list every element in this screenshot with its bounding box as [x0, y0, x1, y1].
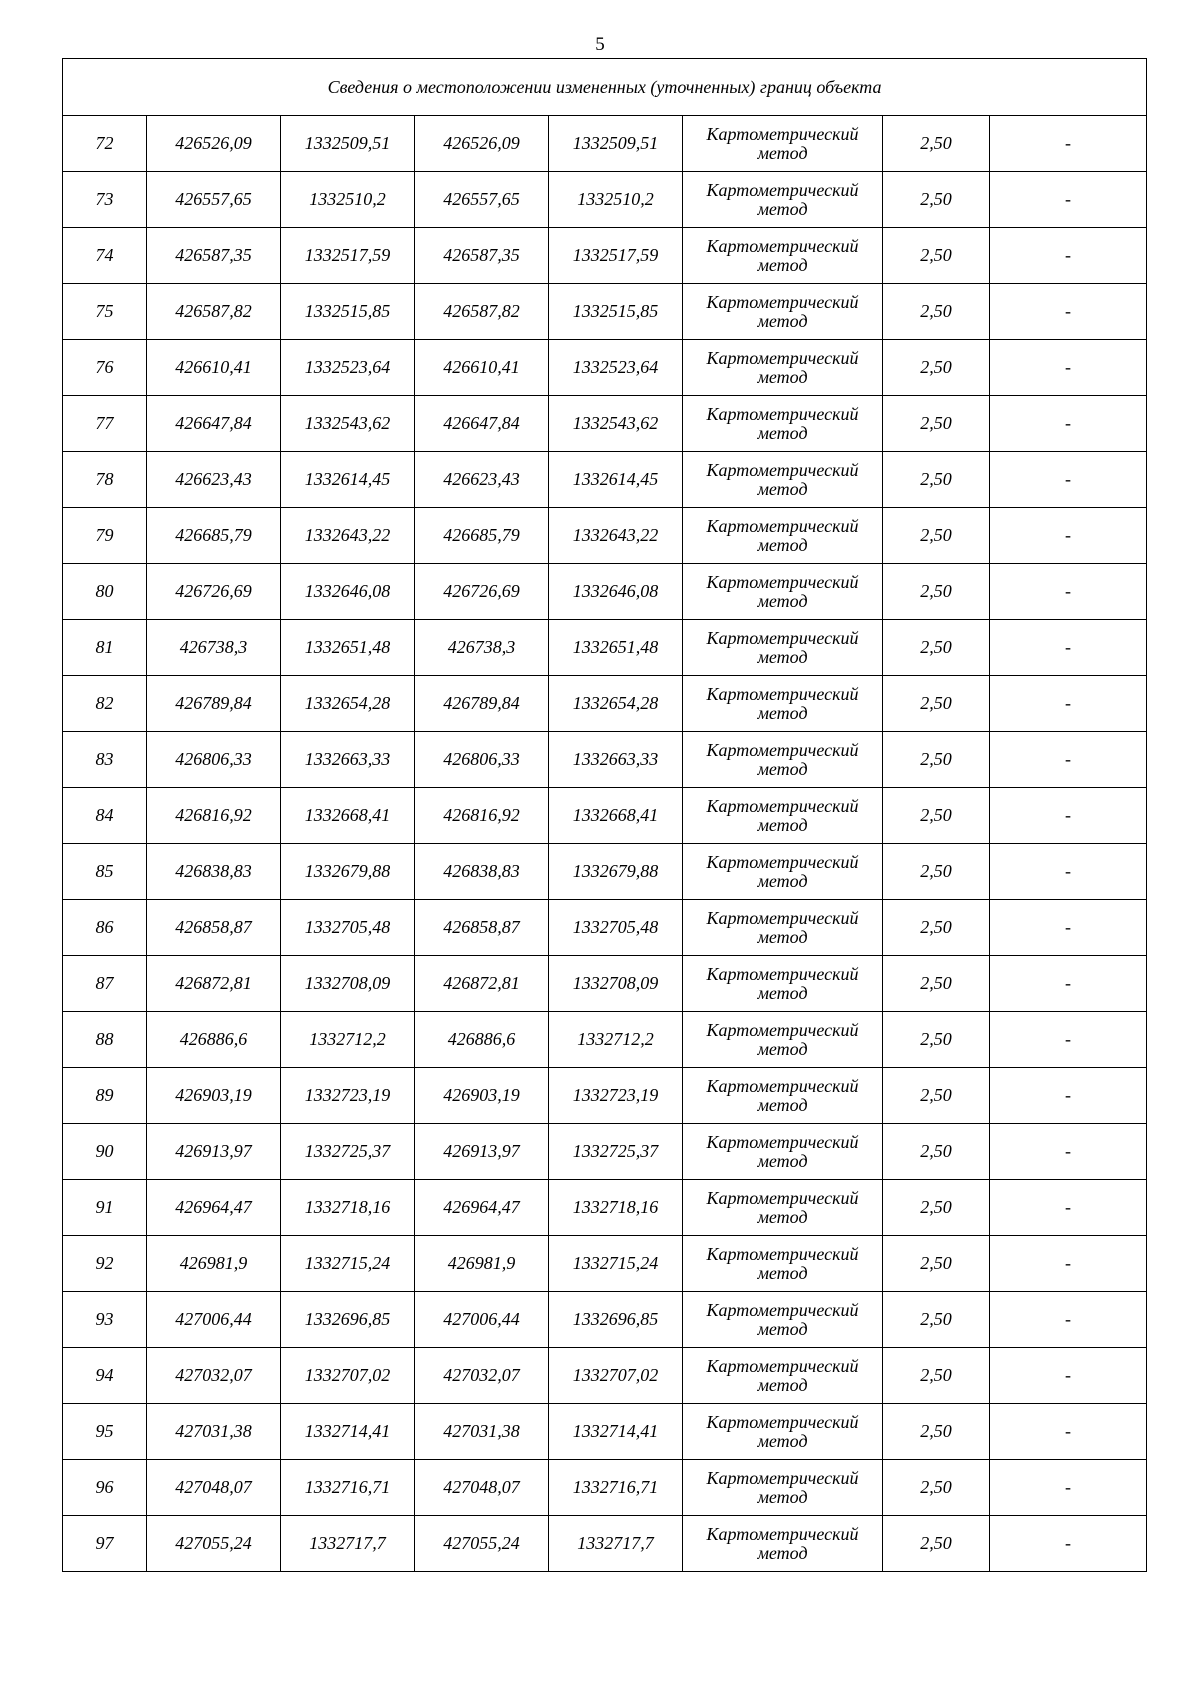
method-cell: [683, 284, 883, 340]
method-line-2: метод: [757, 310, 808, 331]
x-new-cell: 426587,82: [415, 284, 549, 340]
y-new-cell: 1332717,7: [549, 1516, 683, 1572]
point-number-cell: 93: [63, 1292, 147, 1348]
note-cell: -: [990, 340, 1147, 396]
method-line-2: метод: [757, 982, 808, 1003]
x-existing-cell: 426913,97: [147, 1124, 281, 1180]
y-new-cell: 1332523,64: [549, 340, 683, 396]
note-cell: -: [990, 844, 1147, 900]
accuracy-cell: 2,50: [883, 1516, 990, 1572]
table-row: [63, 676, 1147, 732]
x-existing-cell: 427006,44: [147, 1292, 281, 1348]
accuracy-cell: 2,50: [883, 1404, 990, 1460]
x-existing-cell: 426623,43: [147, 452, 281, 508]
point-number-cell: 84: [63, 788, 147, 844]
accuracy-cell: 2,50: [883, 1068, 990, 1124]
y-new-cell: 1332646,08: [549, 564, 683, 620]
x-new-cell: 426685,79: [415, 508, 549, 564]
x-existing-cell: 426838,83: [147, 844, 281, 900]
x-existing-cell: 426886,6: [147, 1012, 281, 1068]
method-cell: [683, 340, 883, 396]
x-new-cell: 427031,38: [415, 1404, 549, 1460]
accuracy-cell: 2,50: [883, 172, 990, 228]
table-row: [63, 508, 1147, 564]
point-number-cell: 78: [63, 452, 147, 508]
method-cell: [683, 676, 883, 732]
method-line-2: метод: [757, 1094, 808, 1115]
y-existing-cell: 1332509,51: [281, 116, 415, 172]
x-new-cell: 426816,92: [415, 788, 549, 844]
point-number-cell: 82: [63, 676, 147, 732]
x-new-cell: 426610,41: [415, 340, 549, 396]
y-existing-cell: 1332679,88: [281, 844, 415, 900]
table-row: [63, 1068, 1147, 1124]
x-new-cell: 426872,81: [415, 956, 549, 1012]
method-cell: [683, 1236, 883, 1292]
x-existing-cell: 426816,92: [147, 788, 281, 844]
method-line-1: Картометрический: [706, 1467, 859, 1488]
y-existing-cell: 1332712,2: [281, 1012, 415, 1068]
method-cell: [683, 844, 883, 900]
x-existing-cell: 426587,35: [147, 228, 281, 284]
y-new-cell: 1332707,02: [549, 1348, 683, 1404]
y-existing-cell: 1332723,19: [281, 1068, 415, 1124]
note-cell: -: [990, 172, 1147, 228]
x-new-cell: 426557,65: [415, 172, 549, 228]
table-row: [63, 620, 1147, 676]
table-title-row: [63, 59, 1147, 116]
y-existing-cell: 1332668,41: [281, 788, 415, 844]
method-line-1: Картометрический: [706, 739, 859, 760]
method-line-2: метод: [757, 758, 808, 779]
x-new-cell: 426838,83: [415, 844, 549, 900]
x-existing-cell: 426587,82: [147, 284, 281, 340]
method-line-2: метод: [757, 814, 808, 835]
accuracy-cell: 2,50: [883, 508, 990, 564]
x-new-cell: 426623,43: [415, 452, 549, 508]
accuracy-cell: 2,50: [883, 1460, 990, 1516]
x-existing-cell: 426872,81: [147, 956, 281, 1012]
method-line-1: Картометрический: [706, 1523, 859, 1544]
y-new-cell: 1332509,51: [549, 116, 683, 172]
method-line-2: метод: [757, 366, 808, 387]
x-existing-cell: 426903,19: [147, 1068, 281, 1124]
method-cell: [683, 1404, 883, 1460]
accuracy-cell: 2,50: [883, 452, 990, 508]
method-line-2: метод: [757, 590, 808, 611]
x-existing-cell: 426806,33: [147, 732, 281, 788]
table-row: [63, 1012, 1147, 1068]
y-new-cell: 1332696,85: [549, 1292, 683, 1348]
point-number-cell: 86: [63, 900, 147, 956]
point-number-cell: 74: [63, 228, 147, 284]
x-existing-cell: 426981,9: [147, 1236, 281, 1292]
table-row: [63, 1516, 1147, 1572]
note-cell: -: [990, 1404, 1147, 1460]
method-line-1: Картометрический: [706, 179, 859, 200]
point-number-cell: 92: [63, 1236, 147, 1292]
point-number-cell: 94: [63, 1348, 147, 1404]
accuracy-cell: 2,50: [883, 564, 990, 620]
method-cell: [683, 1460, 883, 1516]
y-existing-cell: 1332715,24: [281, 1236, 415, 1292]
table-row: [63, 396, 1147, 452]
accuracy-cell: 2,50: [883, 396, 990, 452]
method-line-2: метод: [757, 422, 808, 443]
method-cell: [683, 116, 883, 172]
y-existing-cell: 1332714,41: [281, 1404, 415, 1460]
note-cell: -: [990, 676, 1147, 732]
note-cell: -: [990, 900, 1147, 956]
y-existing-cell: 1332523,64: [281, 340, 415, 396]
method-cell: [683, 172, 883, 228]
method-line-1: Картометрический: [706, 347, 859, 368]
note-cell: -: [990, 620, 1147, 676]
x-new-cell: 426738,3: [415, 620, 549, 676]
table-row: [63, 1292, 1147, 1348]
x-new-cell: 426526,09: [415, 116, 549, 172]
point-number-cell: 79: [63, 508, 147, 564]
method-cell: [683, 396, 883, 452]
method-line-2: метод: [757, 478, 808, 499]
method-line-1: Картометрический: [706, 851, 859, 872]
note-cell: -: [990, 1516, 1147, 1572]
point-number-cell: 73: [63, 172, 147, 228]
point-number-cell: 76: [63, 340, 147, 396]
x-new-cell: 426903,19: [415, 1068, 549, 1124]
point-number-cell: 80: [63, 564, 147, 620]
note-cell: -: [990, 1292, 1147, 1348]
method-line-1: Картометрический: [706, 403, 859, 424]
y-new-cell: 1332714,41: [549, 1404, 683, 1460]
method-line-2: метод: [757, 254, 808, 275]
y-existing-cell: 1332614,45: [281, 452, 415, 508]
method-line-2: метод: [757, 142, 808, 163]
method-line-2: метод: [757, 1150, 808, 1171]
method-cell: [683, 228, 883, 284]
y-existing-cell: 1332517,59: [281, 228, 415, 284]
x-existing-cell: 426726,69: [147, 564, 281, 620]
y-new-cell: 1332715,24: [549, 1236, 683, 1292]
method-cell: [683, 1292, 883, 1348]
accuracy-cell: 2,50: [883, 1292, 990, 1348]
y-new-cell: 1332517,59: [549, 228, 683, 284]
note-cell: -: [990, 1236, 1147, 1292]
method-line-1: Картометрический: [706, 1131, 859, 1152]
point-number-cell: 77: [63, 396, 147, 452]
method-line-2: метод: [757, 1486, 808, 1507]
method-line-2: метод: [757, 1542, 808, 1563]
point-number-cell: 72: [63, 116, 147, 172]
accuracy-cell: 2,50: [883, 900, 990, 956]
y-existing-cell: 1332654,28: [281, 676, 415, 732]
method-line-2: метод: [757, 198, 808, 219]
y-new-cell: 1332614,45: [549, 452, 683, 508]
x-new-cell: 426726,69: [415, 564, 549, 620]
x-existing-cell: 427031,38: [147, 1404, 281, 1460]
x-existing-cell: 426685,79: [147, 508, 281, 564]
accuracy-cell: 2,50: [883, 228, 990, 284]
y-new-cell: 1332718,16: [549, 1180, 683, 1236]
y-existing-cell: 1332707,02: [281, 1348, 415, 1404]
point-number-cell: 88: [63, 1012, 147, 1068]
method-line-2: метод: [757, 646, 808, 667]
method-cell: [683, 452, 883, 508]
method-cell: [683, 1180, 883, 1236]
method-line-1: Картометрический: [706, 515, 859, 536]
method-line-1: Картометрический: [706, 963, 859, 984]
y-new-cell: 1332723,19: [549, 1068, 683, 1124]
note-cell: -: [990, 1124, 1147, 1180]
x-new-cell: 426858,87: [415, 900, 549, 956]
method-line-1: Картометрический: [706, 1355, 859, 1376]
y-new-cell: 1332708,09: [549, 956, 683, 1012]
x-new-cell: 427032,07: [415, 1348, 549, 1404]
method-line-1: Картометрический: [706, 1075, 859, 1096]
y-new-cell: 1332668,41: [549, 788, 683, 844]
y-existing-cell: 1332543,62: [281, 396, 415, 452]
point-number-cell: 83: [63, 732, 147, 788]
point-number-cell: 85: [63, 844, 147, 900]
note-cell: -: [990, 1068, 1147, 1124]
note-cell: -: [990, 228, 1147, 284]
point-number-cell: 95: [63, 1404, 147, 1460]
x-new-cell: 427048,07: [415, 1460, 549, 1516]
table-row: [63, 284, 1147, 340]
y-existing-cell: 1332716,71: [281, 1460, 415, 1516]
accuracy-cell: 2,50: [883, 340, 990, 396]
x-new-cell: 426981,9: [415, 1236, 549, 1292]
y-new-cell: 1332725,37: [549, 1124, 683, 1180]
x-existing-cell: 426964,47: [147, 1180, 281, 1236]
y-new-cell: 1332716,71: [549, 1460, 683, 1516]
note-cell: -: [990, 396, 1147, 452]
table-row: [63, 116, 1147, 172]
accuracy-cell: 2,50: [883, 844, 990, 900]
y-new-cell: 1332679,88: [549, 844, 683, 900]
table-row: [63, 452, 1147, 508]
x-existing-cell: 427055,24: [147, 1516, 281, 1572]
method-line-1: Картометрический: [706, 459, 859, 480]
y-existing-cell: 1332696,85: [281, 1292, 415, 1348]
accuracy-cell: 2,50: [883, 1236, 990, 1292]
x-new-cell: 426789,84: [415, 676, 549, 732]
x-existing-cell: 426738,3: [147, 620, 281, 676]
boundary-coordinates-table: [62, 58, 1147, 1572]
note-cell: -: [990, 564, 1147, 620]
x-new-cell: 426587,35: [415, 228, 549, 284]
method-cell: [683, 956, 883, 1012]
note-cell: -: [990, 788, 1147, 844]
table-row: [63, 1236, 1147, 1292]
method-line-1: Картометрический: [706, 291, 859, 312]
method-line-1: Картометрический: [706, 571, 859, 592]
y-new-cell: 1332651,48: [549, 620, 683, 676]
y-new-cell: 1332705,48: [549, 900, 683, 956]
point-number-cell: 87: [63, 956, 147, 1012]
method-cell: [683, 564, 883, 620]
y-new-cell: 1332643,22: [549, 508, 683, 564]
accuracy-cell: 2,50: [883, 620, 990, 676]
note-cell: -: [990, 1180, 1147, 1236]
point-number-cell: 97: [63, 1516, 147, 1572]
x-existing-cell: 427032,07: [147, 1348, 281, 1404]
method-cell: [683, 1068, 883, 1124]
method-cell: [683, 1348, 883, 1404]
note-cell: -: [990, 452, 1147, 508]
y-existing-cell: 1332705,48: [281, 900, 415, 956]
accuracy-cell: 2,50: [883, 1012, 990, 1068]
accuracy-cell: 2,50: [883, 1180, 990, 1236]
point-number-cell: 91: [63, 1180, 147, 1236]
method-line-1: Картометрический: [706, 683, 859, 704]
x-new-cell: 426913,97: [415, 1124, 549, 1180]
y-existing-cell: 1332515,85: [281, 284, 415, 340]
x-new-cell: 426964,47: [415, 1180, 549, 1236]
method-line-1: Картометрический: [706, 627, 859, 648]
x-existing-cell: 426610,41: [147, 340, 281, 396]
accuracy-cell: 2,50: [883, 788, 990, 844]
table-row: [63, 1404, 1147, 1460]
method-line-2: метод: [757, 1430, 808, 1451]
table-row: [63, 1180, 1147, 1236]
y-existing-cell: 1332708,09: [281, 956, 415, 1012]
page-number: 5: [595, 34, 605, 55]
method-line-1: Картометрический: [706, 1243, 859, 1264]
method-cell: [683, 508, 883, 564]
point-number-cell: 96: [63, 1460, 147, 1516]
y-new-cell: 1332663,33: [549, 732, 683, 788]
method-line-2: метод: [757, 1038, 808, 1059]
method-line-2: метод: [757, 534, 808, 555]
note-cell: -: [990, 116, 1147, 172]
method-line-2: метод: [757, 1374, 808, 1395]
method-cell: [683, 788, 883, 844]
y-existing-cell: 1332717,7: [281, 1516, 415, 1572]
x-new-cell: 426886,6: [415, 1012, 549, 1068]
method-line-2: метод: [757, 1318, 808, 1339]
note-cell: -: [990, 732, 1147, 788]
table-row: [63, 1460, 1147, 1516]
method-line-1: Картометрический: [706, 1299, 859, 1320]
table-row: [63, 228, 1147, 284]
table-row: [63, 900, 1147, 956]
method-line-2: метод: [757, 926, 808, 947]
note-cell: -: [990, 1460, 1147, 1516]
y-new-cell: 1332515,85: [549, 284, 683, 340]
y-existing-cell: 1332643,22: [281, 508, 415, 564]
method-cell: [683, 1124, 883, 1180]
table-row: [63, 564, 1147, 620]
y-new-cell: 1332543,62: [549, 396, 683, 452]
accuracy-cell: 2,50: [883, 1124, 990, 1180]
x-new-cell: 427006,44: [415, 1292, 549, 1348]
accuracy-cell: 2,50: [883, 116, 990, 172]
accuracy-cell: 2,50: [883, 676, 990, 732]
point-number-cell: 75: [63, 284, 147, 340]
x-new-cell: 426647,84: [415, 396, 549, 452]
table-row: [63, 1124, 1147, 1180]
point-number-cell: 89: [63, 1068, 147, 1124]
method-cell: [683, 900, 883, 956]
accuracy-cell: 2,50: [883, 284, 990, 340]
accuracy-cell: 2,50: [883, 1348, 990, 1404]
method-line-1: Картометрический: [706, 235, 859, 256]
note-cell: -: [990, 1012, 1147, 1068]
method-cell: [683, 1516, 883, 1572]
method-line-1: Картометрический: [706, 1411, 859, 1432]
y-new-cell: 1332654,28: [549, 676, 683, 732]
table-row: [63, 788, 1147, 844]
x-new-cell: 427055,24: [415, 1516, 549, 1572]
y-existing-cell: 1332663,33: [281, 732, 415, 788]
y-existing-cell: 1332651,48: [281, 620, 415, 676]
table-row: [63, 732, 1147, 788]
x-existing-cell: 426557,65: [147, 172, 281, 228]
method-line-1: Картометрический: [706, 795, 859, 816]
table-title: Сведения о местоположении измененных (уточненных) границ объекта: [63, 59, 1147, 116]
method-line-1: Картометрический: [706, 1187, 859, 1208]
note-cell: -: [990, 284, 1147, 340]
method-line-2: метод: [757, 1262, 808, 1283]
x-existing-cell: 426789,84: [147, 676, 281, 732]
note-cell: -: [990, 956, 1147, 1012]
table-row: [63, 172, 1147, 228]
method-cell: [683, 732, 883, 788]
table-row: [63, 1348, 1147, 1404]
method-cell: [683, 1012, 883, 1068]
y-existing-cell: 1332510,2: [281, 172, 415, 228]
table-row: [63, 844, 1147, 900]
method-line-2: метод: [757, 870, 808, 891]
point-number-cell: 81: [63, 620, 147, 676]
method-line-2: метод: [757, 702, 808, 723]
method-line-1: Картометрический: [706, 123, 859, 144]
table-row: [63, 956, 1147, 1012]
y-existing-cell: 1332646,08: [281, 564, 415, 620]
x-existing-cell: 426526,09: [147, 116, 281, 172]
point-number-cell: 90: [63, 1124, 147, 1180]
accuracy-cell: 2,50: [883, 732, 990, 788]
note-cell: -: [990, 1348, 1147, 1404]
accuracy-cell: 2,50: [883, 956, 990, 1012]
y-existing-cell: 1332718,16: [281, 1180, 415, 1236]
method-line-1: Картометрический: [706, 907, 859, 928]
note-cell: -: [990, 508, 1147, 564]
x-new-cell: 426806,33: [415, 732, 549, 788]
method-line-1: Картометрический: [706, 1019, 859, 1040]
x-existing-cell: 426647,84: [147, 396, 281, 452]
x-existing-cell: 427048,07: [147, 1460, 281, 1516]
y-new-cell: 1332712,2: [549, 1012, 683, 1068]
y-new-cell: 1332510,2: [549, 172, 683, 228]
method-cell: [683, 620, 883, 676]
method-line-2: метод: [757, 1206, 808, 1227]
y-existing-cell: 1332725,37: [281, 1124, 415, 1180]
x-existing-cell: 426858,87: [147, 900, 281, 956]
table-row: [63, 340, 1147, 396]
